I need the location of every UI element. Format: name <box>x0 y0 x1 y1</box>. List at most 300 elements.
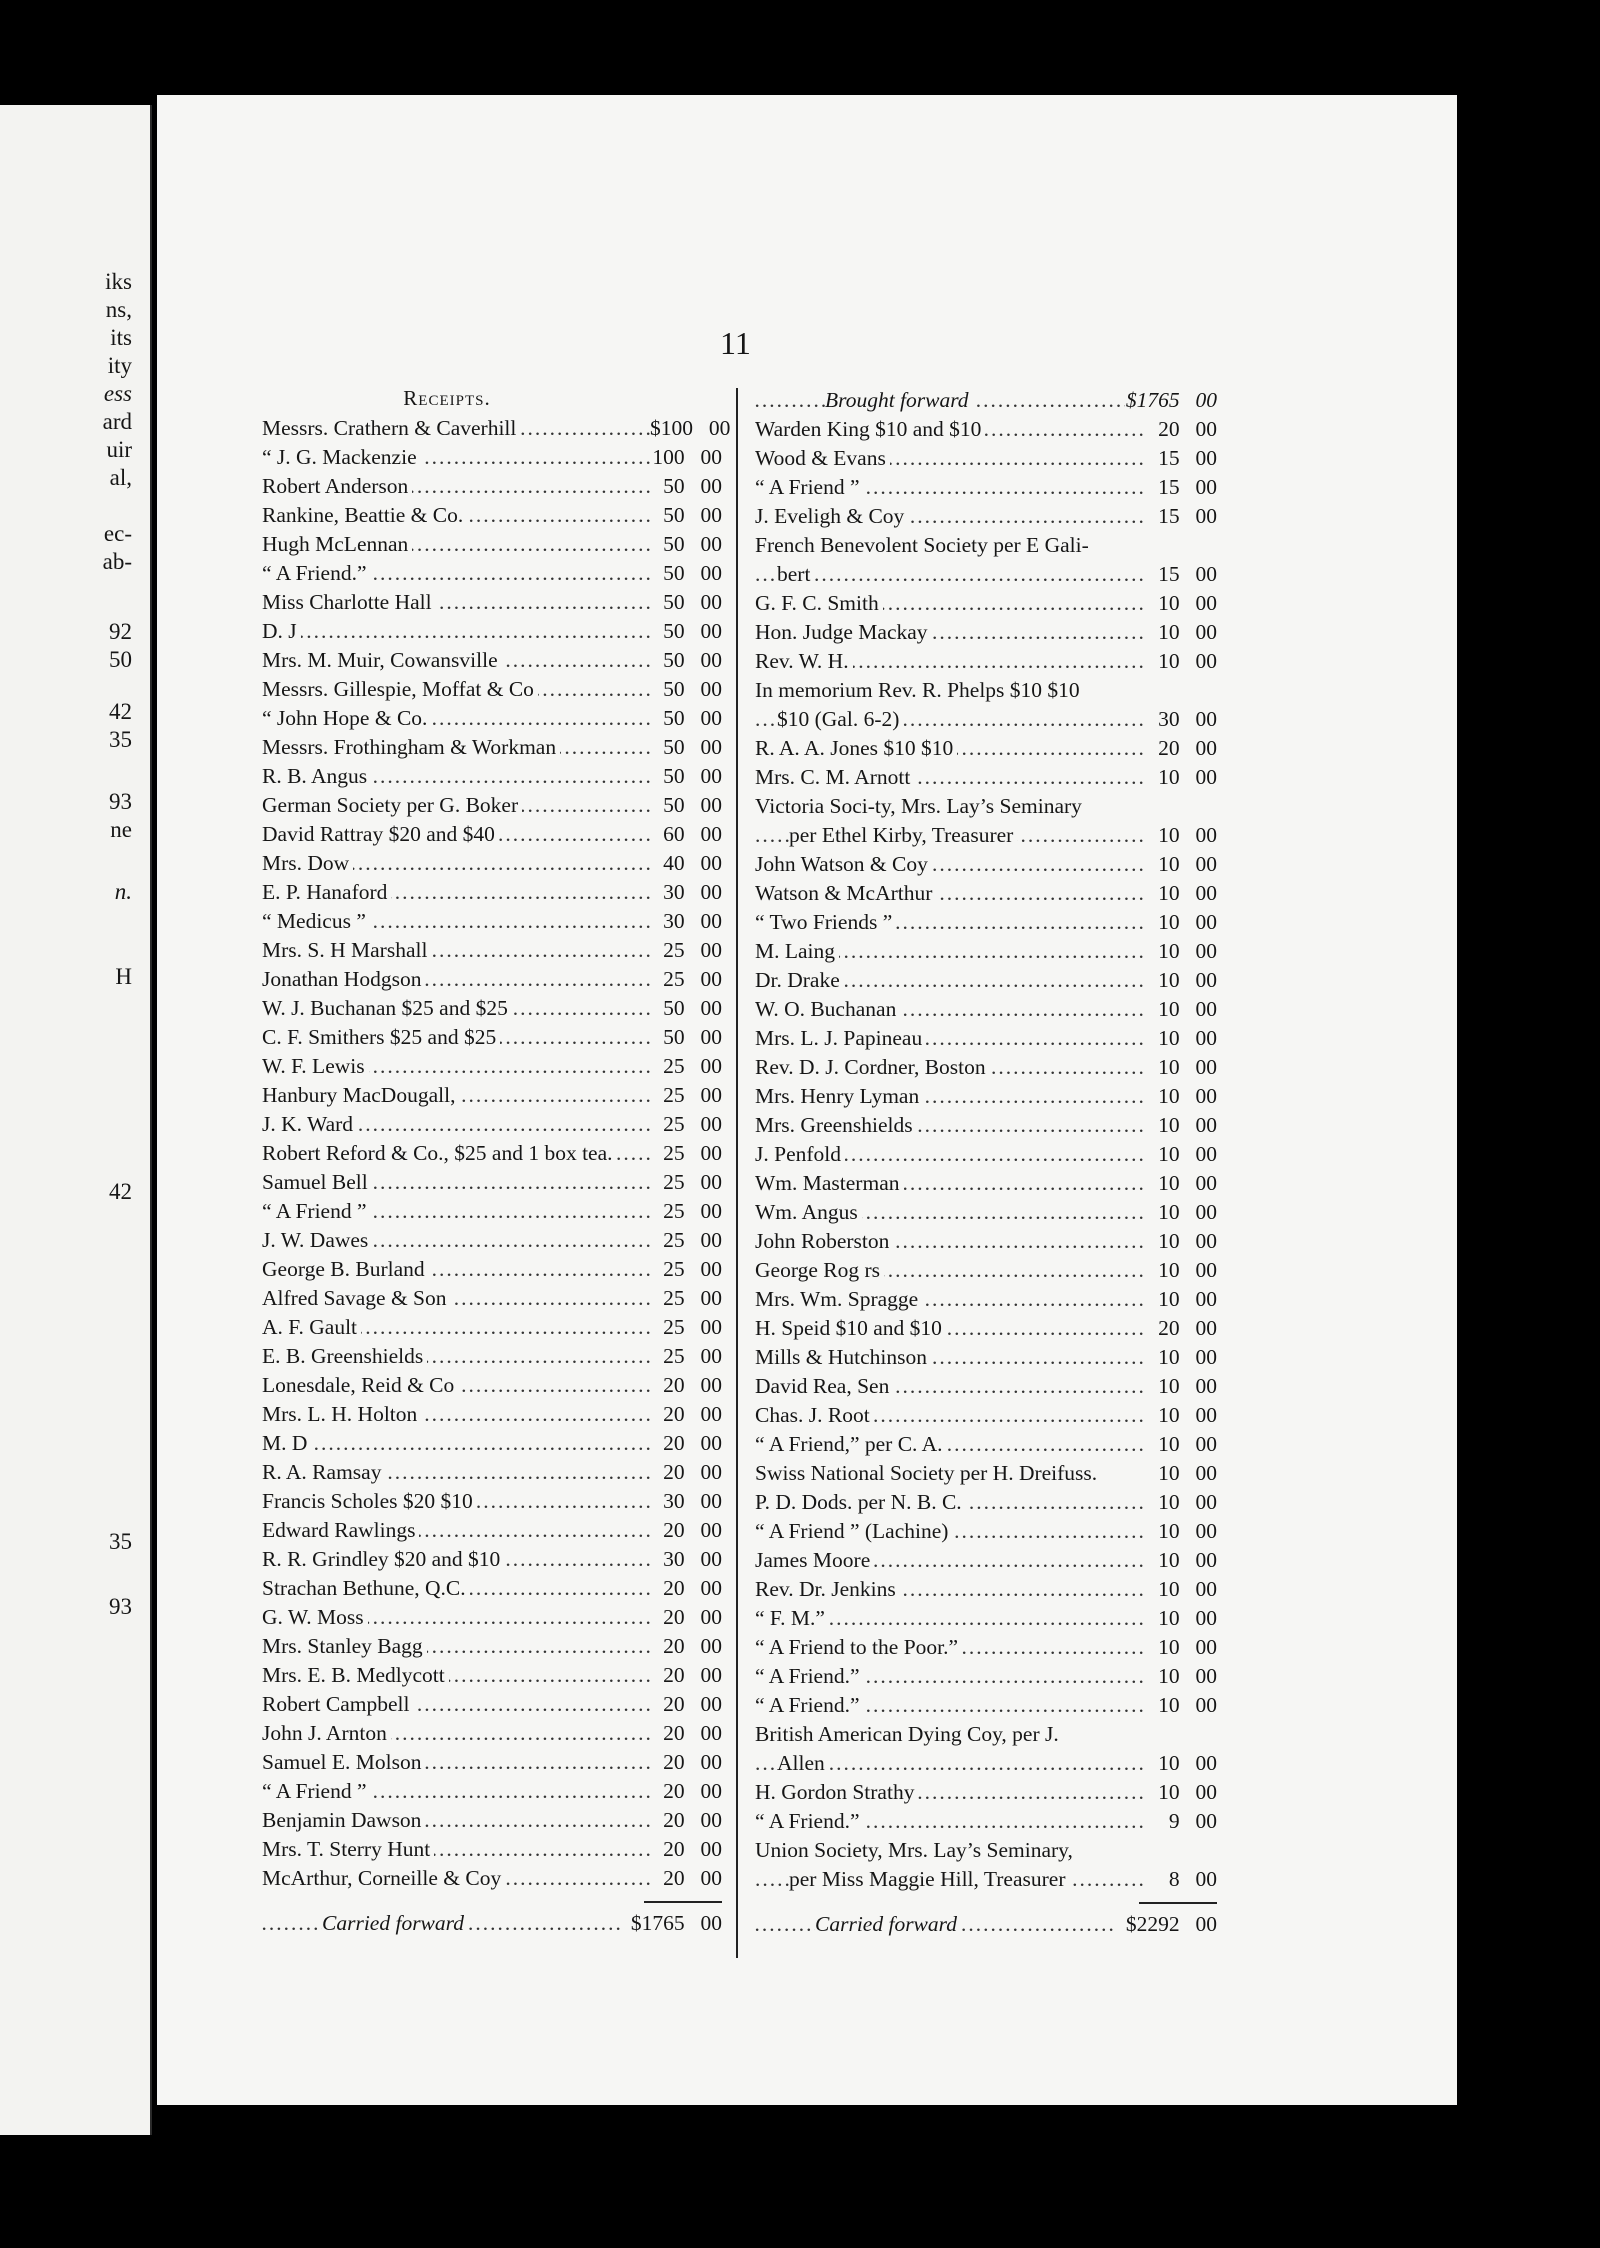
donor-name: Messrs. Crathern & Caverhill ..... <box>262 414 650 443</box>
receipt-row <box>755 1198 1217 1227</box>
receipt-row <box>262 1603 722 1632</box>
receipt-row <box>262 1400 722 1429</box>
donation-amount: 30 00 <box>663 1489 722 1513</box>
donation-amount: 20 00 <box>663 1779 722 1803</box>
donation-amount: 10 00 <box>1158 1345 1217 1369</box>
donor-name: John J. Arnton ..... <box>262 1719 650 1748</box>
receipt-row <box>262 791 722 820</box>
donation-amount: 15 00 <box>1158 562 1217 586</box>
receipt-row <box>262 1516 722 1545</box>
receipt-row <box>755 415 1217 444</box>
donor-name: Warden King $10 and $10 ..... <box>755 415 1145 444</box>
receipt-row <box>755 734 1217 763</box>
donation-amount: 15 00 <box>1158 504 1217 528</box>
receipt-row <box>262 1690 722 1719</box>
donor-name: Mrs. E. B. Medlycott ..... <box>262 1661 650 1690</box>
receipt-row <box>262 1052 722 1081</box>
donor-name: Rankine, Beattie & Co. ..... <box>262 501 650 530</box>
donor-name: Samuel E. Molson ..... <box>262 1748 650 1777</box>
donor-name: Strachan Bethune, Q.C. ..... <box>262 1574 650 1603</box>
receipt-row <box>755 1604 1217 1633</box>
donor-name: “ F. M.” ..... <box>755 1604 1145 1633</box>
carried-forward-row <box>262 1909 722 1938</box>
total-rule <box>644 1901 722 1903</box>
donor-name: Alfred Savage & Son ..... <box>262 1284 650 1313</box>
facing-page-fragment: ard <box>102 409 132 434</box>
receipt-row <box>755 1314 1217 1343</box>
donor-name: Mrs. Stanley Bagg ..... <box>262 1632 650 1661</box>
receipt-row <box>262 1806 722 1835</box>
donor-name: Mills & Hutchinson ..... <box>755 1343 1145 1372</box>
receipt-row <box>262 1632 722 1661</box>
facing-page-fragment: n. <box>114 879 132 904</box>
donation-amount: 20 00 <box>1158 736 1217 760</box>
page-number: 11 <box>720 325 751 361</box>
donor-name: “ J. G. Mackenzie ..... <box>262 443 650 472</box>
donation-amount: 10 00 <box>1158 1635 1217 1659</box>
donation-amount: $100 00 <box>650 416 731 440</box>
donation-amount: 50 00 <box>663 503 722 527</box>
donor-name: A. F. Gault ..... <box>262 1313 650 1342</box>
carried-forward-amount: $1765 00 <box>630 1911 722 1935</box>
receipt-row <box>755 1488 1217 1517</box>
donation-amount: 50 00 <box>663 735 722 759</box>
donor-name: E. P. Hanaford ..... <box>262 878 650 907</box>
donation-amount: 25 00 <box>663 1112 722 1136</box>
donor-name: George B. Burland ..... <box>262 1255 650 1284</box>
donation-amount: 10 00 <box>1158 939 1217 963</box>
donor-name: Mrs. L. H. Holton ..... <box>262 1400 650 1429</box>
donation-amount: 10 00 <box>1158 1200 1217 1224</box>
donation-amount: 10 00 <box>1158 1055 1217 1079</box>
donor-name: Mrs. C. M. Arnott ..... <box>755 763 1145 792</box>
donation-amount: 10 00 <box>1158 1693 1217 1717</box>
facing-page-fragment: ab- <box>102 549 132 574</box>
donor-name: C. F. Smithers $25 and $25 ..... <box>262 1023 650 1052</box>
donation-amount: 10 00 <box>1158 1606 1217 1630</box>
facing-page-fragment: 92 <box>109 619 132 644</box>
receipt-row <box>755 966 1217 995</box>
donor-name: David Rea, Sen ..... <box>755 1372 1145 1401</box>
receipt-row <box>262 1371 722 1400</box>
donation-amount: 10 00 <box>1158 591 1217 615</box>
receipt-row <box>755 1372 1217 1401</box>
receipt-row <box>262 1284 722 1313</box>
donation-amount: 10 00 <box>1158 910 1217 934</box>
receipt-row <box>262 704 722 733</box>
receipt-row <box>755 1575 1217 1604</box>
donation-amount: 20 00 <box>663 1431 722 1455</box>
receipt-row <box>262 1545 722 1574</box>
receipt-row <box>262 1168 722 1197</box>
donation-amount: 10 00 <box>1158 620 1217 644</box>
donor-name: Mrs. T. Sterry Hunt ..... <box>262 1835 650 1864</box>
receipt-row <box>755 1807 1217 1836</box>
donor-name: J. Eveligh & Coy ..... <box>755 502 1145 531</box>
donor-name: “ A Friend to the Poor.” ..... <box>755 1633 1145 1662</box>
donation-amount: 10 00 <box>1158 1287 1217 1311</box>
donation-amount: 15 00 <box>1158 446 1217 470</box>
receipt-row <box>755 1053 1217 1082</box>
receipt-row <box>262 617 722 646</box>
receipt-row <box>755 647 1217 676</box>
donation-amount: 15 00 <box>1158 475 1217 499</box>
receipt-row <box>262 1139 722 1168</box>
donation-amount: 10 00 <box>1158 1113 1217 1137</box>
receipt-row <box>262 1197 722 1226</box>
donor-name: George Rog rs ..... <box>755 1256 1145 1285</box>
donation-amount: 20 00 <box>663 1518 722 1542</box>
brought-forward-amount: $1765 00 <box>1125 388 1217 412</box>
receipt-row <box>755 1749 1217 1778</box>
donor-name: H. Speid $10 and $10 ..... <box>755 1314 1145 1343</box>
receipt-row <box>755 1111 1217 1140</box>
donation-amount: 20 00 <box>663 1605 722 1629</box>
donor-name: Watson & McArthur ..... <box>755 879 1145 908</box>
facing-page-fragment: 50 <box>109 647 132 672</box>
donation-amount: 40 00 <box>663 851 722 875</box>
donor-name: Rev. W. H. ..... <box>755 647 1145 676</box>
donation-amount: 10 00 <box>1158 649 1217 673</box>
donor-name: “ A Friend ” ..... <box>262 1197 650 1226</box>
donor-name: Dr. Drake ..... <box>755 966 1145 995</box>
donation-amount: 10 00 <box>1158 823 1217 847</box>
donor-name: Wood & Evans ..... <box>755 444 1145 473</box>
donor-name: J. Penfold ..... <box>755 1140 1145 1169</box>
receipt-row <box>262 530 722 559</box>
donation-amount: 10 00 <box>1158 997 1217 1021</box>
donor-name: $10 (Gal. 6-2) ..... <box>755 705 1145 734</box>
donation-amount: 10 00 <box>1158 1229 1217 1253</box>
receipt-row <box>755 589 1217 618</box>
donation-amount: 20 00 <box>1158 417 1217 441</box>
receipt-row <box>755 850 1217 879</box>
carried-forward-row <box>755 1910 1217 1939</box>
donor-name: “ A Friend.” ..... <box>262 559 650 588</box>
donation-amount: 50 00 <box>663 474 722 498</box>
receipt-row <box>755 1430 1217 1459</box>
receipt-row <box>755 1720 1217 1749</box>
donor-name: Mrs. S. H Marshall ..... <box>262 936 650 965</box>
donation-amount: 10 00 <box>1158 1084 1217 1108</box>
carried-forward-label: Carried forward ..... <box>755 1910 1117 1939</box>
donor-name: John Roberston ..... <box>755 1227 1145 1256</box>
facing-page-fragment: ec- <box>103 521 132 546</box>
donation-amount: 50 00 <box>663 590 722 614</box>
total-rule <box>1139 1902 1217 1904</box>
donation-amount: 20 00 <box>663 1692 722 1716</box>
donation-amount: 50 00 <box>663 793 722 817</box>
donor-name: Mrs. Greenshields ..... <box>755 1111 1145 1140</box>
donation-amount: 25 00 <box>663 1344 722 1368</box>
donation-amount: 10 00 <box>1158 1751 1217 1775</box>
donation-amount: 10 00 <box>1158 1519 1217 1543</box>
receipt-row <box>262 1777 722 1806</box>
receipt-row <box>755 1459 1217 1488</box>
donor-name: Robert Campbell ..... <box>262 1690 650 1719</box>
receipt-row <box>262 1429 722 1458</box>
donation-amount: 25 00 <box>663 1141 722 1165</box>
donor-name: “ A Friend ” ..... <box>755 473 1145 502</box>
donation-amount: 10 00 <box>1158 968 1217 992</box>
donor-name: J. W. Dawes ..... <box>262 1226 650 1255</box>
donation-amount: 30 00 <box>1158 707 1217 731</box>
receipt-row <box>755 1227 1217 1256</box>
donation-amount: 25 00 <box>663 938 722 962</box>
donation-amount: 60 00 <box>663 822 722 846</box>
receipt-row <box>262 1081 722 1110</box>
donation-amount: 50 00 <box>663 996 722 1020</box>
donation-amount: 20 00 <box>663 1460 722 1484</box>
donor-name: John Watson & Coy ..... <box>755 850 1145 879</box>
receipt-row <box>755 705 1217 734</box>
left-page-edge <box>0 105 152 2135</box>
donation-amount: 20 00 <box>663 1402 722 1426</box>
donation-amount: 30 00 <box>663 909 722 933</box>
receipt-row <box>262 849 722 878</box>
donor-name: Robert Anderson ..... <box>262 472 650 501</box>
donor-name: Rev. Dr. Jenkins ..... <box>755 1575 1145 1604</box>
facing-page-fragment: uir <box>106 437 132 462</box>
facing-page-fragment: iks <box>105 269 132 294</box>
receipt-row <box>262 936 722 965</box>
donation-amount: 30 00 <box>663 1547 722 1571</box>
receipt-row <box>755 879 1217 908</box>
right-rows <box>755 415 1217 1939</box>
donation-amount: 25 00 <box>663 1286 722 1310</box>
donor-name: Hanbury MacDougall, ..... <box>262 1081 650 1110</box>
donor-name: J. K. Ward ..... <box>262 1110 650 1139</box>
receipt-row <box>755 1662 1217 1691</box>
donor-name: “ Two Friends ” ..... <box>755 908 1145 937</box>
donation-amount: 50 00 <box>663 677 722 701</box>
receipt-row <box>262 1313 722 1342</box>
donor-name: Wm. Masterman ..... <box>755 1169 1145 1198</box>
donation-amount: 50 00 <box>663 706 722 730</box>
donation-amount: 50 00 <box>663 619 722 643</box>
donor-name: Samuel Bell ..... <box>262 1168 650 1197</box>
donor-name: “ A Friend ” (Lachine) ..... <box>755 1517 1145 1546</box>
donation-amount: 20 00 <box>663 1721 722 1745</box>
donation-amount: 50 00 <box>663 764 722 788</box>
receipt-row <box>755 1633 1217 1662</box>
donation-amount: 30 00 <box>663 880 722 904</box>
facing-page-fragment: al, <box>109 465 132 490</box>
receipt-row <box>755 560 1217 589</box>
donor-name: Allen ..... <box>755 1749 1145 1778</box>
donation-amount: 10 00 <box>1158 1432 1217 1456</box>
donation-amount: 25 00 <box>663 1054 722 1078</box>
receipt-row <box>262 1719 722 1748</box>
receipts-left-column <box>262 386 731 1938</box>
donation-amount: 10 00 <box>1158 1664 1217 1688</box>
brought-forward-row <box>755 386 1217 415</box>
facing-page-fragment: 35 <box>109 1529 132 1554</box>
donor-name: In memorium Rev. R. Phelps $10 $10 <box>755 676 1145 705</box>
donor-name: bert ..... <box>755 560 1145 589</box>
receipt-row <box>262 1487 722 1516</box>
donor-name: E. B. Greenshields ..... <box>262 1342 650 1371</box>
left-rows <box>262 414 731 1938</box>
donor-name: Mrs. Dow ..... <box>262 849 650 878</box>
receipt-row <box>262 733 722 762</box>
receipt-row <box>755 1401 1217 1430</box>
donation-amount: 20 00 <box>663 1808 722 1832</box>
donor-name: Swiss National Society per H. Dreifuss. <box>755 1459 1145 1488</box>
donor-name: British American Dying Coy, per J. <box>755 1720 1145 1749</box>
donor-name: R. A. A. Jones $10 $10 ..... <box>755 734 1145 763</box>
receipt-row <box>262 472 722 501</box>
donation-amount: 10 00 <box>1158 1461 1217 1485</box>
donor-name: “ John Hope & Co. ..... <box>262 704 650 733</box>
donation-amount: 100 00 <box>652 445 722 469</box>
donor-name: Mrs. Henry Lyman ..... <box>755 1082 1145 1111</box>
facing-page-fragment: its <box>110 325 132 350</box>
receipt-row <box>262 878 722 907</box>
receipt-row <box>755 763 1217 792</box>
receipt-row <box>755 1691 1217 1720</box>
donor-name: Rev. D. J. Cordner, Boston ..... <box>755 1053 1145 1082</box>
donor-name: Robert Reford & Co., $25 and 1 box tea. ..... <box>262 1139 650 1168</box>
receipt-row <box>262 965 722 994</box>
donor-name: G. W. Moss ..... <box>262 1603 650 1632</box>
donor-name: Messrs. Gillespie, Moffat & Co ..... <box>262 675 650 704</box>
donation-amount: 20 00 <box>1158 1316 1217 1340</box>
donation-amount: 25 00 <box>663 1170 722 1194</box>
donor-name: R. R. Grindley $20 and $10 ..... <box>262 1545 650 1574</box>
receipt-row <box>755 1836 1217 1865</box>
donor-name: Edward Rawlings ..... <box>262 1516 650 1545</box>
donor-name: Hugh McLennan ..... <box>262 530 650 559</box>
donor-name: Benjamin Dawson ..... <box>262 1806 650 1835</box>
donor-name: M. D ..... <box>262 1429 650 1458</box>
receipt-row <box>755 618 1217 647</box>
receipt-row <box>755 1285 1217 1314</box>
receipt-row <box>262 1458 722 1487</box>
donation-amount: 10 00 <box>1158 852 1217 876</box>
donation-amount: 10 00 <box>1158 1026 1217 1050</box>
receipt-row <box>262 559 722 588</box>
donor-name: “ Medicus ” ..... <box>262 907 650 936</box>
donor-name: French Benevolent Society per E Gali- <box>755 531 1145 560</box>
donor-name: McArthur, Corneille & Coy ..... <box>262 1864 650 1893</box>
donation-amount <box>1145 676 1217 705</box>
donor-name: Chas. J. Root ..... <box>755 1401 1145 1430</box>
donation-amount: 10 00 <box>1158 1403 1217 1427</box>
donor-name: James Moore ..... <box>755 1546 1145 1575</box>
donation-amount: 10 00 <box>1158 1548 1217 1572</box>
donation-amount <box>1145 792 1217 821</box>
donor-name: “ A Friend.” ..... <box>755 1662 1145 1691</box>
receipt-row <box>755 908 1217 937</box>
facing-page-fragment: ne <box>110 817 132 842</box>
donation-amount: 25 00 <box>663 1228 722 1252</box>
receipt-row <box>755 1343 1217 1372</box>
receipt-row <box>262 443 722 472</box>
carried-forward-label: Carried forward ..... <box>262 1909 622 1938</box>
donor-name: Mrs. L. J. Papineau ..... <box>755 1024 1145 1053</box>
donation-amount <box>1145 1720 1217 1749</box>
receipt-row <box>755 473 1217 502</box>
donor-name: H. Gordon Strathy ..... <box>755 1778 1145 1807</box>
donor-name: W. F. Lewis ..... <box>262 1052 650 1081</box>
donor-name: Hon. Judge Mackay ..... <box>755 618 1145 647</box>
donation-amount: 50 00 <box>663 648 722 672</box>
donor-name: Victoria Soci-ty, Mrs. Lay’s Seminary <box>755 792 1145 821</box>
donor-name: Mrs. M. Muir, Cowansville ..... <box>262 646 650 675</box>
donation-amount: 10 00 <box>1158 1142 1217 1166</box>
donation-amount: 10 00 <box>1158 1577 1217 1601</box>
receipt-row <box>262 820 722 849</box>
donation-amount: 50 00 <box>663 1025 722 1049</box>
receipt-row <box>755 1256 1217 1285</box>
donation-amount: 20 00 <box>663 1373 722 1397</box>
receipt-row <box>262 1864 722 1893</box>
receipt-row <box>262 762 722 791</box>
donor-name: Miss Charlotte Hall ..... <box>262 588 650 617</box>
donor-name: W. O. Buchanan ..... <box>755 995 1145 1024</box>
receipt-row <box>755 1778 1217 1807</box>
donor-name: Jonathan Hodgson ..... <box>262 965 650 994</box>
donation-amount: 50 00 <box>663 561 722 585</box>
receipt-row <box>755 792 1217 821</box>
donation-amount: 20 00 <box>663 1576 722 1600</box>
donation-amount <box>1145 531 1217 560</box>
donor-name: David Rattray $20 and $40 ..... <box>262 820 650 849</box>
receipt-row <box>262 1661 722 1690</box>
receipt-row <box>755 937 1217 966</box>
donation-amount: 25 00 <box>663 1199 722 1223</box>
receipt-row <box>262 588 722 617</box>
receipt-row <box>262 994 722 1023</box>
receipt-row <box>755 1517 1217 1546</box>
donation-amount: 20 00 <box>663 1866 722 1890</box>
donor-name: R. A. Ramsay ..... <box>262 1458 650 1487</box>
receipt-row <box>262 1023 722 1052</box>
receipt-row <box>755 1024 1217 1053</box>
receipt-row <box>755 531 1217 560</box>
receipt-row <box>755 502 1217 531</box>
donor-name: P. D. Dods. per N. B. C. ..... <box>755 1488 1145 1517</box>
donor-name: “ A Friend.” ..... <box>755 1807 1145 1836</box>
facing-page-fragment: ess <box>103 381 132 406</box>
donor-name: W. J. Buchanan $25 and $25 ..... <box>262 994 650 1023</box>
receipt-row <box>755 1082 1217 1111</box>
receipt-row <box>755 995 1217 1024</box>
donation-amount: 9 00 <box>1168 1809 1217 1833</box>
receipt-row <box>755 444 1217 473</box>
receipt-row <box>262 1342 722 1371</box>
donor-name: Mrs. Wm. Spragge ..... <box>755 1285 1145 1314</box>
carried-forward-amount: $2292 00 <box>1125 1912 1217 1936</box>
receipt-row <box>755 1865 1217 1894</box>
donor-name: per Miss Maggie Hill, Treasurer ..... <box>755 1865 1145 1894</box>
donation-amount: 8 00 <box>1168 1867 1217 1891</box>
donor-name: “ A Friend,” per C. A. ..... <box>755 1430 1145 1459</box>
receipt-row <box>755 1546 1217 1575</box>
donation-amount: 25 00 <box>663 1083 722 1107</box>
receipt-row <box>262 1748 722 1777</box>
donation-amount: 10 00 <box>1158 1780 1217 1804</box>
donation-amount: 20 00 <box>663 1663 722 1687</box>
receipt-row <box>262 675 722 704</box>
donor-name: G. F. C. Smith ..... <box>755 589 1145 618</box>
facing-page-fragment: H <box>115 964 132 989</box>
donation-amount <box>1145 1836 1217 1865</box>
donation-amount: 20 00 <box>663 1750 722 1774</box>
receipt-row <box>262 1226 722 1255</box>
donation-amount: 20 00 <box>663 1634 722 1658</box>
